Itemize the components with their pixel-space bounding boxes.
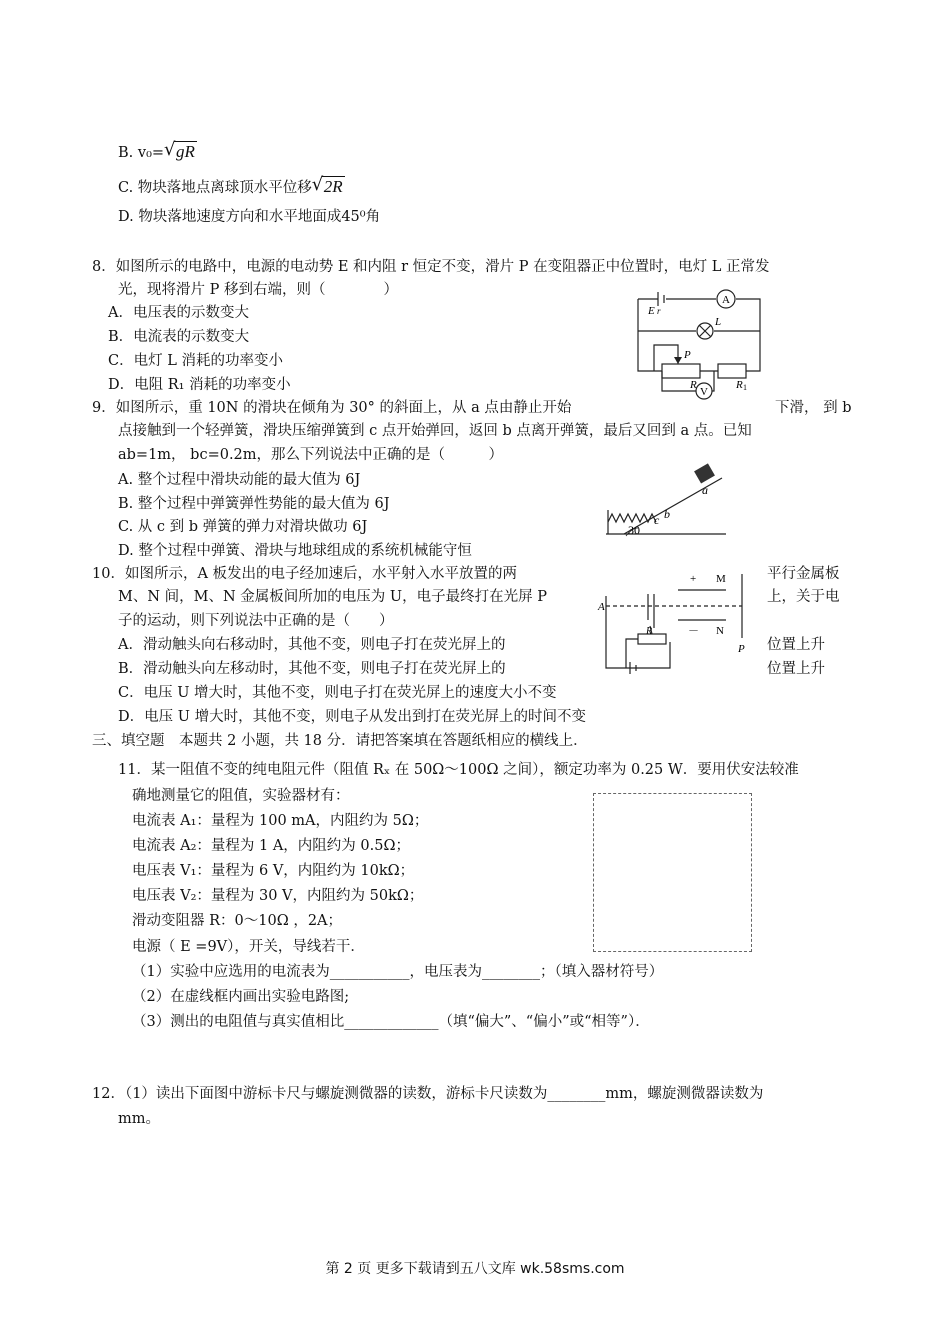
plate-m-label: M (716, 573, 726, 585)
point-b-label: b (664, 507, 670, 521)
emf-label: E (648, 305, 655, 317)
plate-n-label: N (716, 625, 724, 637)
plus-sign: + (690, 573, 697, 585)
sqrt-symbol: √ 2R (311, 174, 343, 196)
minus-sign: － (688, 625, 699, 637)
screen-p-label: P (738, 643, 745, 655)
q8-option-c: C．电灯 L 消耗的功率变小 (108, 353, 283, 369)
voltmeter-label: V (700, 386, 708, 398)
q10-stem-line2b: 上，关于电 (767, 589, 840, 605)
q10-deflection-figure (596, 568, 756, 674)
page-footer: 第 2 页 更多下载请到五八文库 wk.58sms.com (325, 1261, 625, 1277)
q8-stem-line1: 8．如图所示的电路中，电源的电动势 E 和内阻 r 恒定不变，滑片 P 在变阻器正中位置时，电灯 L 正常发 (92, 259, 770, 275)
q12-stem-line2: mm。 (118, 1111, 160, 1127)
q10-option-a: A．滑动触头向右移动时，其他不变，则电子打在荧光屏上的 (118, 637, 506, 653)
section-3-heading: 三、填空题 本题共 2 小题，共 18 分．请把答案填在答题纸相应的横线上． (92, 733, 588, 749)
plate-a-label: A (598, 601, 605, 613)
q9-option-d: D. 整个过程中弹簧、滑块与地球组成的系统机械能守恒 (118, 543, 472, 559)
q8-option-a: A．电压表的示数变大 (108, 305, 249, 321)
q9-stem-line1a: 9．如图所示，重 10N 的滑块在倾角为 30° 的斜面上，从 a 点由静止开始 (92, 400, 572, 416)
ammeter-label: A (722, 294, 730, 306)
q10-option-b-tail: 位置上升 (767, 661, 825, 677)
q7-option-c (118, 174, 345, 198)
q9-stem-line1b: 下滑， 到 b (775, 400, 852, 416)
incline-angle-label: 30 (628, 523, 640, 537)
q8-circuit-figure (628, 287, 768, 405)
q8-option-d: D．电阻 R₁ 消耗的功率变小 (108, 377, 291, 393)
q10-stem-line1a: 10．如图所示，A 板发出的电子经加速后，水平射入水平放置的两 (92, 566, 518, 582)
q12-stem-line1: 12．（1）读出下面图中游标卡尺与螺旋测微器的读数，游标卡尺读数为________mm，螺旋测微器读数为 (92, 1086, 764, 1102)
q9-incline-figure (602, 458, 732, 538)
q10-stem-line1b: 平行金属板 (767, 566, 840, 582)
q7-option-d: D. 物块落地速度方向和水平地面成45⁰角 (118, 209, 381, 225)
point-c-label: c (654, 513, 660, 527)
q11-stem-line1: 11．某一阻值不变的纯电阻元件（阻值 Rₓ 在 50Ω～100Ω 之间），额定功率为 0.25 W．要用伏安法较准 (118, 762, 799, 778)
q10-option-b: B．滑动触头向左移动时，其他不变，则电子打在荧光屏上的 (118, 661, 506, 677)
rheostat-r-label: R (646, 626, 653, 637)
resistor-r1-subscript: 1 (743, 383, 747, 392)
internal-resistance-label: r (657, 306, 661, 316)
q10-stem-line3: 子的运动，则下列说法中正确的是（ ） (118, 613, 394, 629)
rheostat-label: R (690, 379, 697, 391)
circuit-drawing-box[interactable] (593, 793, 752, 952)
q11-sub2: （2）在虚线框内画出实验电路图; (132, 989, 350, 1005)
q11-item-ammeter-a1: 电流表 A₁：量程为 100 mA，内阻约为 5Ω； (132, 813, 429, 829)
q7-option-b-math: gR (176, 142, 195, 161)
q7-option-b-prefix: B. v₀= (118, 145, 165, 161)
q7-option-c-math: 2R (323, 177, 343, 196)
q10-stem-line2a: M、N 间，M、N 金属板间所加的电压为 U，电子最终打在光屏 P (118, 589, 547, 605)
q11-item-voltmeter-v2: 电压表 V₂：量程为 30 V，内阻约为 50kΩ； (132, 888, 424, 904)
q11-sub1: （1）实验中应选用的电流表为___________，电压表为________；（填入器材符号） (132, 964, 664, 980)
slider-label: P (684, 349, 691, 361)
q10-option-d: D．电压 U 增大时，其他不变，则电子从发出到打在荧光屏上的时间不变 (118, 709, 587, 725)
point-a-label: a (702, 483, 708, 497)
q11-item-power-source: 电源（ E =9V），开关，导线若干． (132, 939, 365, 955)
q11-item-ammeter-a2: 电流表 A₂：量程为 1 A，内阻约为 0.5Ω； (132, 838, 410, 854)
q9-stem-line3: ab=1m， bc=0.2m，那么下列说法中正确的是（ ） (118, 447, 504, 463)
q11-sub3: （3）测出的电阻值与真实值相比_____________（填“偏大”、“偏小”或“相等”）． (132, 1014, 650, 1030)
q11-stem-line2: 确地测量它的阻值，实验器材有： (132, 788, 350, 804)
q10-option-a-tail: 位置上升 (767, 637, 825, 653)
q11-item-rheostat: 滑动变阻器 R：0～10Ω ，2A； (132, 913, 343, 929)
lamp-label: L (715, 316, 722, 328)
q9-stem-line2: 点接触到一个轻弹簧，滑块压缩弹簧到 c 点开始弹回，返回 b 点离开弹簧，最后又回到 a 点。已知 (118, 423, 752, 439)
q9-option-b: B. 整个过程中弹簧弹性势能的最大值为 6J (118, 496, 390, 512)
sqrt-symbol: √ gR (164, 139, 195, 161)
q9-option-c: C. 从 c 到 b 弹簧的弹力对滑块做功 6J (118, 519, 368, 535)
q7-option-b (118, 139, 197, 163)
q8-stem-line2: 光，现将滑片 P 移到右端，则（ ） (118, 282, 398, 298)
q8-option-b: B．电流表的示数变大 (108, 329, 250, 345)
resistor-r1-label: R (736, 379, 743, 391)
q11-item-voltmeter-v1: 电压表 V₁：量程为 6 V，内阻约为 10kΩ； (132, 863, 415, 879)
q10-option-c: C．电压 U 增大时，其他不变，则电子打在荧光屏上的速度大小不变 (118, 685, 557, 701)
q7-option-c-text: C. 物块落地点离球顶水平位移 (118, 180, 312, 196)
q9-option-a: A. 整个过程中滑块动能的最大值为 6J (118, 472, 361, 488)
